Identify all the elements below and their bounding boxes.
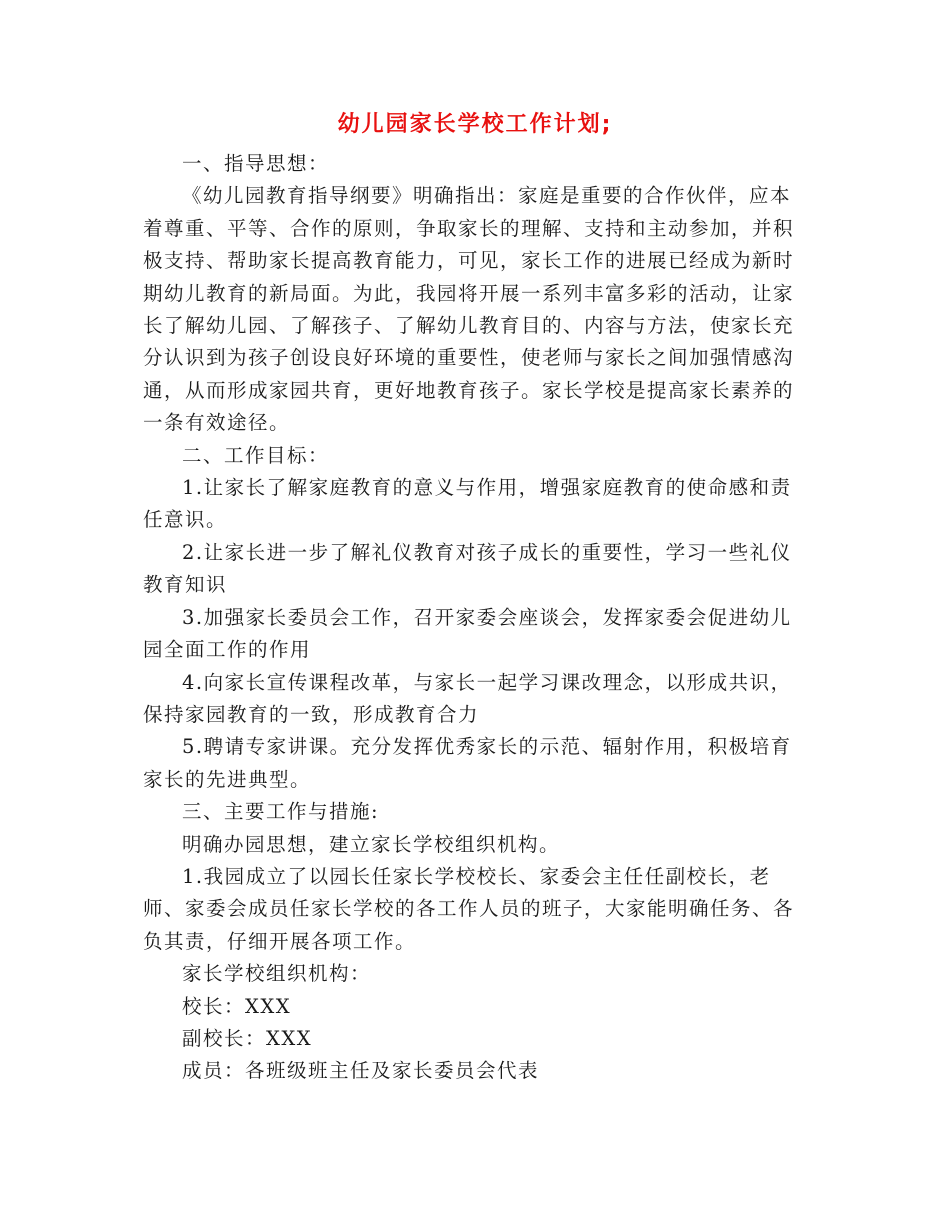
document-title: 幼儿园家长学校工作计划; (337, 112, 613, 137)
goal-item-1: 1.让家长了解家庭教育的意义与作用，增强家庭教育的使命感和责任意识。 (143, 476, 792, 532)
measure-item-1: 1.我园成立了以园长任家长学校校长、家委会主任任副校长，老师、家委会成员任家长学校的各工作人员的班子，大家能明确任务、各负其责，仔细开展各项工作。 (143, 864, 795, 953)
org-members: 成员：各班级班主任及家长委员会代表 (182, 1059, 540, 1083)
heading-guiding-ideology: 一、指导思想： (182, 152, 330, 175)
goal-item-4: 4.向家长宣传课程改革，与家长一起学习课改理念，以形成共识，保持家园教育的一致，形成教育合力 (143, 670, 792, 726)
paragraph-guiding-ideology: 《幼儿园教育指导纲要》明确指出：家庭是重要的合作伙伴，应本着尊重、平等、合作的原则，争取家长的理解、支持和主动参加，并积极支持、帮助家长提高教育能力，可见，家长工作的进展已经成为新时期幼儿教育的新局面。为此，我园将开展一系列丰富多彩的活动，让家长了解幼儿园、了解孩子、了解幼儿教育目的、内容与方法，使家长充分认识到为孩子创设良好环境的重要性，使老师与家长之间加强情感沟通，从而形成家园共育，更好地教育孩子。家长学校是提高家长素养的一条有效途径。 (143, 184, 795, 435)
paragraph-clear-ideology: 明确办园思想，建立家长学校组织机构。 (182, 832, 561, 856)
goal-item-5: 5.聘请专家讲课。充分发挥优秀家长的示范、辐射作用，积极培育家长的先进典型。 (143, 735, 792, 791)
org-vice-principal: 副校长：XXX (182, 1026, 313, 1050)
heading-work-goals: 二、工作目标： (182, 443, 330, 467)
org-principal: 校长：XXX (182, 994, 292, 1018)
goal-item-2: 2.让家长进一步了解礼仪教育对孩子成长的重要性，学习一些礼仪教育知识 (143, 540, 792, 597)
org-structure-label: 家长学校组织机构： (182, 962, 372, 986)
goal-item-3: 3.加强家长委员会工作，召开家委会座谈会，发挥家委会促进幼儿园全面工作的作用 (143, 605, 792, 662)
document-body (143, 148, 807, 1088)
heading-main-work: 三、主要工作与措施: (182, 800, 380, 824)
